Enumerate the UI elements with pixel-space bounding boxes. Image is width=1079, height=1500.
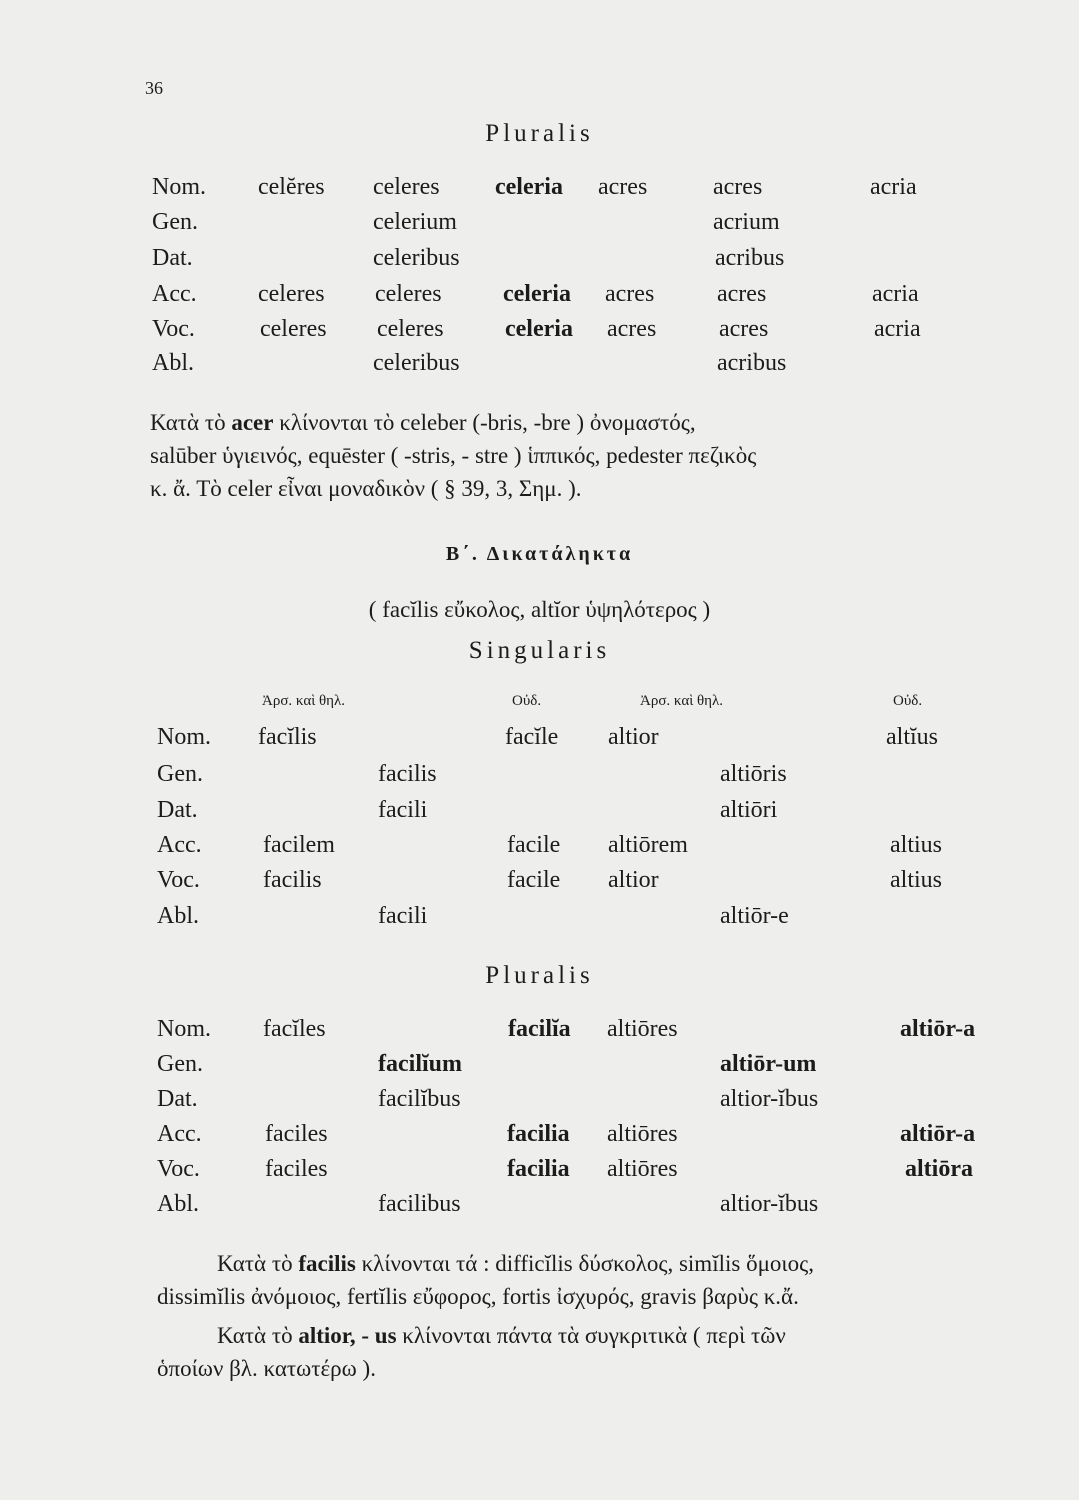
case-label: Gen. (157, 1051, 203, 1077)
form-cell: celeria (505, 316, 573, 342)
form-cell: altiōres (607, 1016, 678, 1042)
case-label: Voc. (157, 867, 200, 893)
case-label: Dat. (152, 245, 193, 271)
form-cell: acria (870, 174, 917, 200)
text-line: κ. ἄ. Τὸ celer εἶναι μοναδικὸν ( § 39, 3, Σημ. ). (150, 476, 582, 501)
form-cell: facĭles (263, 1016, 326, 1042)
text-line: dissimĭlis ἀνόμοιος, fertĭlis εὔφορος, fortis ἰσχυρός, gravis βαρὺς κ.ἄ. (157, 1284, 799, 1309)
form-cell: altiōr-a (900, 1121, 976, 1147)
form-cell: celeres (260, 316, 327, 342)
form-cell: facilĭbus (378, 1086, 461, 1112)
form-cell: celeres (377, 316, 444, 342)
case-label: Voc. (157, 1156, 200, 1182)
form-cell: celeres (373, 174, 440, 200)
text-span: κλίνονται πάντα τὰ συγκριτικὰ ( περὶ τῶν (396, 1323, 786, 1348)
text-line: salūber ὑγιεινός, equēster ( -stris, - stre ) ἱππικός, pedester πεζικὸς (150, 443, 757, 468)
keyword: facilis (298, 1251, 356, 1276)
case-label: Abl. (157, 903, 199, 929)
case-label: Voc. (152, 316, 195, 342)
case-label: Gen. (152, 209, 198, 235)
form-cell: facili (378, 797, 428, 823)
form-cell: facilis (378, 761, 437, 787)
case-label: Acc. (152, 281, 197, 307)
case-label: Nom. (157, 724, 211, 750)
keyword: acer (231, 410, 274, 435)
form-cell: faciles (265, 1121, 328, 1147)
form-cell: facilem (263, 832, 335, 858)
form-cell: altĭus (886, 724, 938, 750)
form-cell: acrium (713, 209, 780, 235)
form-cell: altiōr-e (720, 903, 789, 929)
gender-header: Ἀρσ. καὶ θηλ. (262, 693, 346, 709)
form-cell: altior (608, 867, 659, 893)
form-cell: facilia (507, 1121, 570, 1147)
form-cell: facilis (263, 867, 322, 893)
form-cell: altior (608, 724, 659, 750)
form-cell: facĭle (505, 724, 559, 750)
form-cell: altiōres (607, 1121, 678, 1147)
form-cell: altiōris (720, 761, 787, 787)
form-cell: acria (874, 316, 921, 342)
form-cell: acres (717, 281, 767, 307)
plural-heading-1: Pluralis (485, 120, 594, 147)
text-span: Κατὰ τὸ (150, 410, 232, 435)
form-cell: altiōra (905, 1156, 973, 1182)
keyword: altior, - us (298, 1323, 397, 1348)
page-number: 36 (145, 78, 163, 98)
form-cell: celeres (375, 281, 442, 307)
form-cell: altiōr-um (720, 1051, 817, 1077)
form-cell: altius (890, 867, 942, 893)
form-cell: celĕres (258, 174, 325, 200)
form-cell: facile (507, 867, 561, 893)
form-cell: altior-ĭbus (720, 1086, 819, 1112)
form-cell: facilibus (378, 1191, 461, 1217)
gender-header: Ἀρσ. καὶ θηλ. (640, 693, 724, 709)
form-cell: celeres (258, 281, 325, 307)
form-cell: celeria (495, 174, 563, 200)
form-cell: facilia (507, 1156, 570, 1182)
case-label: Acc. (157, 832, 202, 858)
form-cell: altiōri (720, 797, 778, 823)
form-cell: acres (713, 174, 763, 200)
form-cell: facilĭa (508, 1016, 571, 1042)
form-cell: altiōrem (608, 832, 688, 858)
form-cell: acria (872, 281, 919, 307)
form-cell: celerium (373, 209, 457, 235)
case-label: Gen. (157, 761, 203, 787)
gender-header: Οὐδ. (893, 693, 923, 709)
case-label: Abl. (157, 1191, 199, 1217)
form-cell: facile (507, 832, 561, 858)
form-cell: celeribus (373, 350, 460, 376)
form-cell: faciles (265, 1156, 328, 1182)
case-label: Nom. (157, 1016, 211, 1042)
text-line (157, 1247, 1007, 1280)
form-cell: acres (607, 316, 657, 342)
singular-heading: Singularis (468, 637, 611, 664)
text-line (157, 1319, 1007, 1352)
case-label: Abl. (152, 350, 194, 376)
note-paragraph-altior (157, 1319, 1007, 1385)
form-cell: altiōr-a (900, 1016, 976, 1042)
form-cell: acres (598, 174, 648, 200)
case-label: Dat. (157, 1086, 198, 1112)
form-cell: acres (719, 316, 769, 342)
section-title: Β΄. Δικατάληκτα (445, 543, 634, 565)
case-label: Nom. (152, 174, 206, 200)
form-cell: facilĭum (378, 1051, 462, 1077)
form-cell: altius (890, 832, 942, 858)
text-span: κλίνονται τά : difficĭlis δύσκολος, simĭlis ὅμοιος, (355, 1251, 814, 1276)
form-cell: facili (378, 903, 428, 929)
gender-header: Οὐδ. (512, 693, 542, 709)
text-span: κλίνονται τὸ celeber (-bris, -bre ) ὀνομαστός, (273, 410, 696, 435)
form-cell: facĭlis (258, 724, 317, 750)
case-label: Dat. (157, 797, 198, 823)
form-cell: acres (605, 281, 655, 307)
note-paragraph-facilis (157, 1247, 1007, 1313)
note-paragraph-acer (150, 406, 1000, 505)
form-cell: acribus (715, 245, 785, 271)
text-line: ὁποίων βλ. κατωτέρω ). (157, 1356, 376, 1381)
form-cell: altiōres (607, 1156, 678, 1182)
section-example: ( facĭlis εὔκολος, altĭor ὑψηλότερος ) (368, 597, 711, 622)
form-cell: celeribus (373, 245, 460, 271)
text-span: Κατὰ τὸ (217, 1323, 299, 1348)
form-cell: celeria (503, 281, 571, 307)
text-line (150, 406, 1000, 439)
case-label: Acc. (157, 1121, 202, 1147)
form-cell: altior-ĭbus (720, 1191, 819, 1217)
plural-heading-2: Pluralis (485, 962, 594, 989)
text-span: Κατὰ τὸ (217, 1251, 299, 1276)
form-cell: acribus (717, 350, 787, 376)
